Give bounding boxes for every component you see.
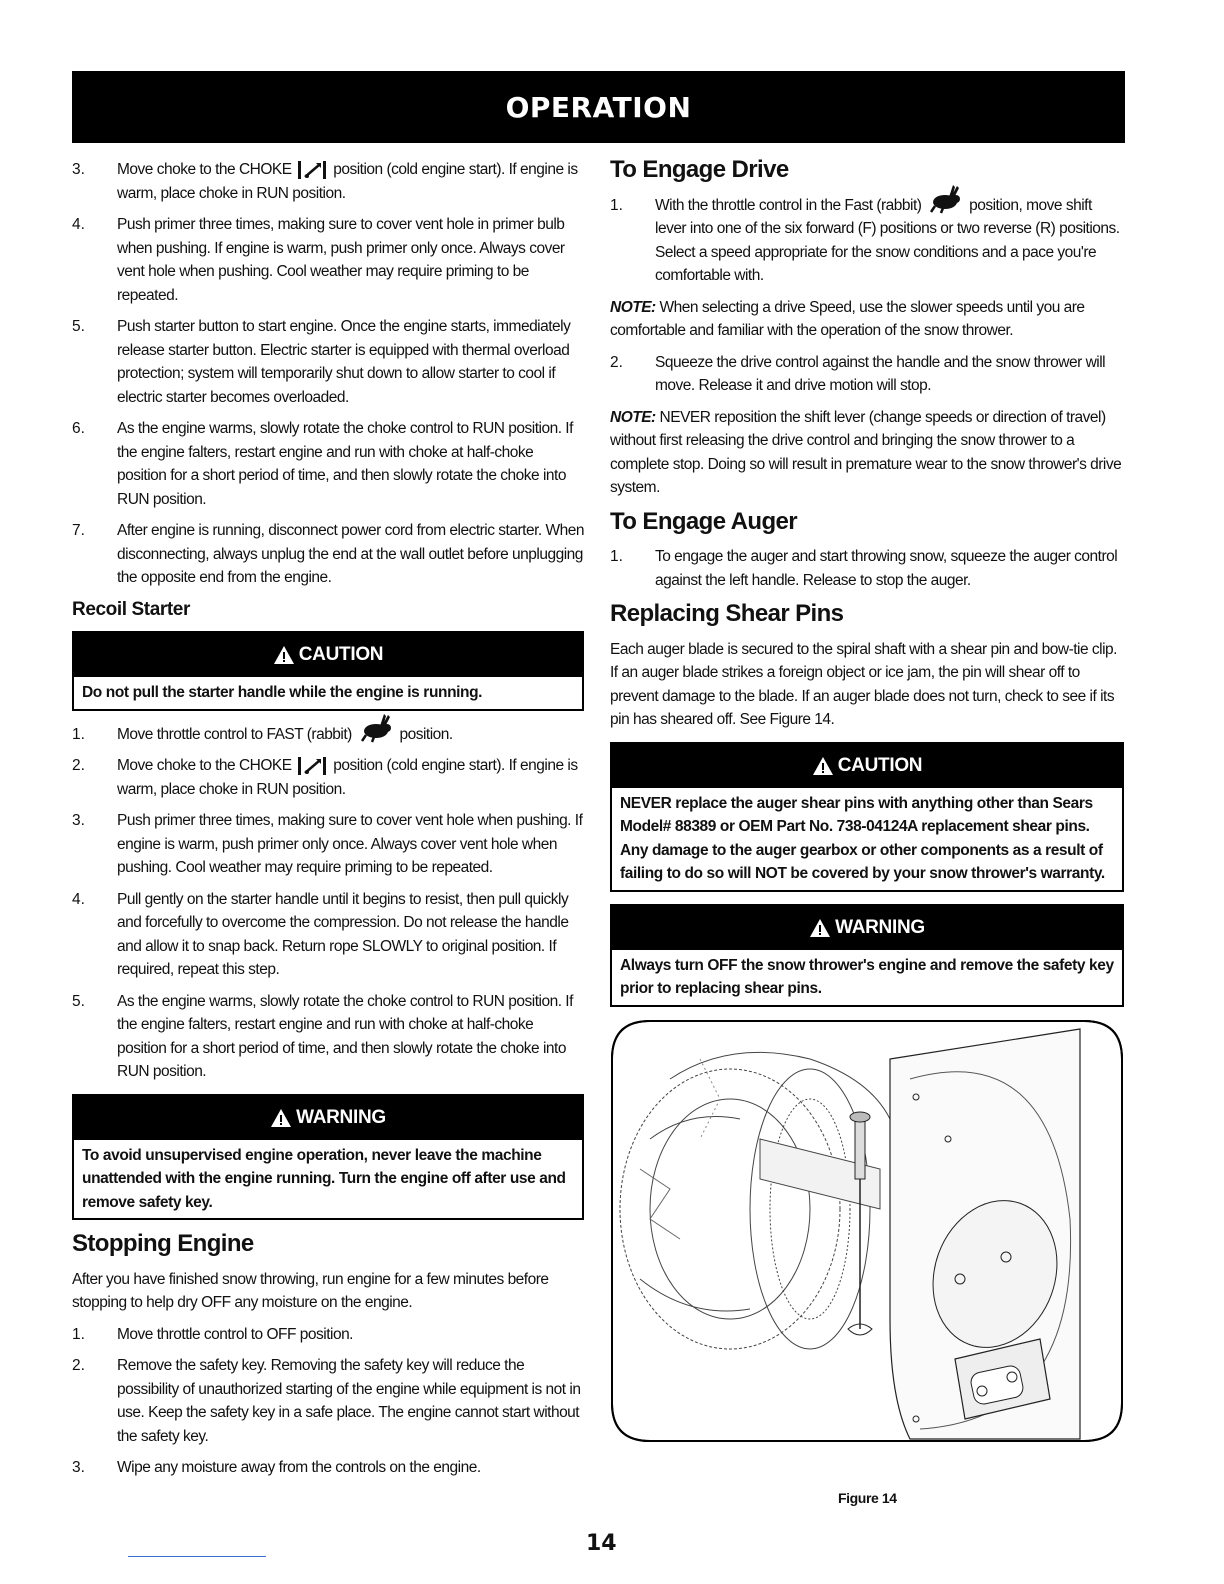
section-title: OPERATION <box>505 90 692 124</box>
list-item: 1. Move throttle control to OFF position. <box>72 1325 353 1343</box>
list-item: 2. Remove the safety key. Removing the safety key will reduce the possibility of unauthorized starting of the engine while equipment is not in use. Keep the safety key in a safe place. The engine cannot start without the safety key. <box>72 1357 581 1445</box>
warning-box: WARNING To avoid unsupervised engine operation, never leave the machine unattended with the engine running. Turn the engine off after use and remove safety key. <box>72 1094 584 1221</box>
rabbit-icon <box>925 184 965 214</box>
warning-triangle-icon <box>273 645 295 665</box>
note-paragraph: NOTE: NEVER reposition the shift lever (change speeds or direction of travel) without first releasing the drive control and bringing the snow thrower to a complete stop. Doing so will result in premature wear to the snow thrower's drive system. <box>610 408 1122 496</box>
list-item: 3. Wipe any moisture away from the controls on the engine. <box>72 1459 481 1476</box>
shear-intro: Each auger blade is secured to the spiral shaft with a shear pin and bow-tie clip. If an auger blade strikes a foreign object or ice jam, the pin will shear off to prevent damage to the blade. If an auger blade does not turn, check to see if its pin has sheared off. See Figure 14. <box>610 640 1117 728</box>
warning-banner: WARNING <box>74 1096 582 1140</box>
right-column <box>610 158 1124 1443</box>
choke-icon <box>295 159 329 181</box>
warning-triangle-icon <box>270 1108 292 1128</box>
recoil-starter-heading: Recoil Starter <box>72 598 190 620</box>
shear-pin-diagram <box>610 1019 1124 1443</box>
list-item: 1. With the throttle control in the Fast (rabbit) position, move shift lever into one of the six forward (F) positions or two reverse (R) positions. Select a speed appropriate for the snow conditions and a pace you're comfortable with. <box>610 194 1124 288</box>
list-item: 1. Move throttle control to FAST (rabbit) position. <box>72 723 584 747</box>
rabbit-icon <box>356 713 396 743</box>
warning-box: WARNING Always turn OFF the snow thrower's engine and remove the safety key prior to replacing shear pins. <box>610 904 1124 1007</box>
list-item: 2. Move choke to the CHOKE position (cold engine start). If engine is warm, place choke in RUN position. <box>72 754 584 801</box>
replacing-shear-pins-heading: Replacing Shear Pins <box>610 600 844 627</box>
caution-box: CAUTION Do not pull the starter handle while the engine is running. <box>72 631 584 711</box>
figure-caption: Figure 14 <box>838 1490 897 1506</box>
figure-14-illustration <box>610 1019 1122 1443</box>
stopping-engine-heading: Stopping Engine <box>72 1230 254 1257</box>
list-item: 2. Squeeze the drive control against the handle and the snow thrower will move. Release it and drive motion will stop. <box>610 353 1106 394</box>
footer-rule <box>128 1556 266 1557</box>
list-item: 6. As the engine warms, slowly rotate the choke control to RUN position. If the engine falters, restart engine and run with choke at half-choke position for a short period of time, and then slowly rotate the choke into RUN position. <box>72 420 573 508</box>
caution-banner: CAUTION <box>612 744 1122 788</box>
caution-banner: CAUTION <box>74 633 582 677</box>
note-paragraph: NOTE: When selecting a drive Speed, use the slower speeds until you are comfortable and familiar with the operation of the snow thrower. <box>610 298 1085 339</box>
list-item: 5. Push starter button to start engine. Once the engine starts, immediately release starter button. Electric starter is equipped with thermal overload protection; system will temporarily shut down to allow starter to cool if electric starter becomes overloaded. <box>72 318 571 406</box>
section-header <box>72 71 1125 143</box>
list-item: 1. To engage the auger and start throwing snow, squeeze the auger control against the left handle. Release to stop the auger. <box>610 548 1118 589</box>
warning-banner: WARNING <box>612 906 1122 950</box>
stopping-intro: After you have finished snow throwing, run engine for a few minutes before stopping to help dry OFF any moisture on the engine. <box>72 1270 549 1311</box>
page-number: 14 <box>586 1531 617 1556</box>
list-item: 3. Move choke to the CHOKE position (cold engine start). If engine is warm, place choke in RUN position. <box>72 158 584 205</box>
list-item: 3. Push primer three times, making sure to cover vent hole when pushing. If engine is warm, push primer only once. Always cover vent hole when pushing. Cool weather may require priming to be repeated. <box>72 812 583 876</box>
list-item: 7. After engine is running, disconnect power cord from electric starter. When disconnecting, always unplug the end at the wall outlet before unplugging the opposite end from the engine. <box>72 522 584 586</box>
warning-triangle-icon <box>809 918 831 938</box>
list-item: 4. Push primer three times, making sure to cover vent hole in primer bulb when pushing. If engine is warm, push primer only once. Always cover vent hole when pushing. Cool weather may require priming to be repeated. <box>72 216 565 304</box>
list-item: 5. As the engine warms, slowly rotate the choke control to RUN position. If the engine falters, restart engine and run with choke at half-choke position for a short period of time, and then slowly rotate the choke into RUN position. <box>72 992 573 1080</box>
warning-triangle-icon <box>812 756 834 776</box>
list-item: 4. Pull gently on the starter handle until it begins to resist, then pull quickly and forcefully to overcome the compression. Do not release the handle and allow it to snap back. Return rope SLOWLY to original position. If required, repeat this step. <box>72 890 569 978</box>
engage-drive-heading: To Engage Drive <box>610 156 789 183</box>
left-column <box>72 158 584 1488</box>
caution-box: CAUTION NEVER replace the auger shear pins with anything other than Sears Model# 88389 or OEM Part No. 738-04124A replacement shear pins. Any damage to the auger gearbox or other components as a result of failing to do so will NOT be covered by your snow thrower's warranty. <box>610 742 1124 892</box>
choke-icon <box>295 755 329 777</box>
engage-auger-heading: To Engage Auger <box>610 507 798 535</box>
